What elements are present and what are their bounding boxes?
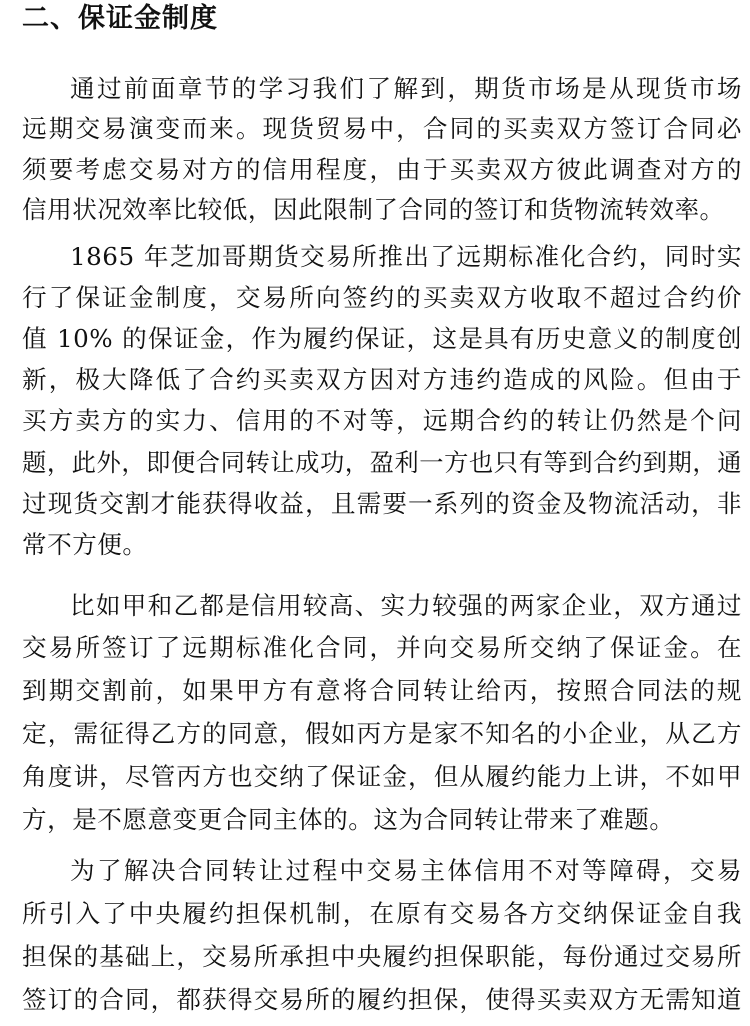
- paragraph-2-line-5: 买方卖方的实力、信用的不对等，远期合约的转让仍然是个问: [22, 406, 742, 435]
- section-heading: 二、保证金制度: [22, 3, 218, 34]
- paragraph-3-line-3: 到期交割前，如果甲方有意将合同转让给丙，按照合同法的规: [22, 676, 742, 705]
- paragraph-2-line-2: 行了保证金制度，交易所向签约的买卖双方收取不超过合约价: [22, 283, 742, 312]
- paragraph-1-line-2: 远期交易演变而来。现货贸易中，合同的买卖双方签订合同必: [22, 114, 742, 143]
- paragraph-1-line-4: 信用状况效率比较低，因此限制了合同的签订和货物流转效率。: [22, 195, 725, 224]
- paragraph-3-line-1: 比如甲和乙都是信用较高、实力较强的两家企业，双方通过: [70, 591, 742, 620]
- paragraph-4-line-4: 签订的合同，都获得交易所的履约担保，使得买卖双方无需知道: [22, 985, 742, 1014]
- paragraph-2-line-7: 过现货交割才能获得收益，且需要一系列的资金及物流活动，非: [22, 489, 742, 518]
- paragraph-2-line-8: 常不方便。: [22, 530, 148, 559]
- paragraph-2-line-6: 题，此外，即便合同转让成功，盈利一方也只有等到合约到期，通: [22, 448, 742, 477]
- paragraph-1-line-3: 须要考虑交易对方的信用程度，由于买卖双方彼此调查对方的: [22, 155, 742, 184]
- paragraph-4-line-2: 所引入了中央履约担保机制，在原有交易各方交纳保证金自我: [22, 899, 742, 928]
- paragraph-3-line-4: 定，需征得乙方的同意，假如丙方是家不知名的小企业，从乙方: [22, 719, 742, 748]
- paragraph-1-line-1: 通过前面章节的学习我们了解到，期货市场是从现货市场: [70, 74, 742, 103]
- paragraph-2-line-3: 值 10% 的保证金，作为履约保证，这是具有历史意义的制度创: [22, 324, 742, 353]
- paragraph-3-line-5: 角度讲，尽管丙方也交纳了保证金，但从履约能力上讲，不如甲: [22, 762, 742, 791]
- paragraph-4-line-1: 为了解决合同转让过程中交易主体信用不对等障碍，交易: [70, 856, 742, 885]
- paragraph-3-line-6: 方，是不愿意变更合同主体的。这为合同转让带来了难题。: [22, 805, 675, 834]
- paragraph-2-line-1: 1865 年芝加哥期货交易所推出了远期标准化合约，同时实: [70, 242, 742, 271]
- paragraph-4-line-3: 担保的基础上，交易所承担中央履约担保职能，每份通过交易所: [22, 942, 742, 971]
- paragraph-2-line-4: 新，极大降低了合约买卖双方因对方违约造成的风险。但由于: [22, 365, 742, 394]
- paragraph-3-line-2: 交易所签订了远期标准化合同，并向交易所交纳了保证金。在: [22, 633, 742, 662]
